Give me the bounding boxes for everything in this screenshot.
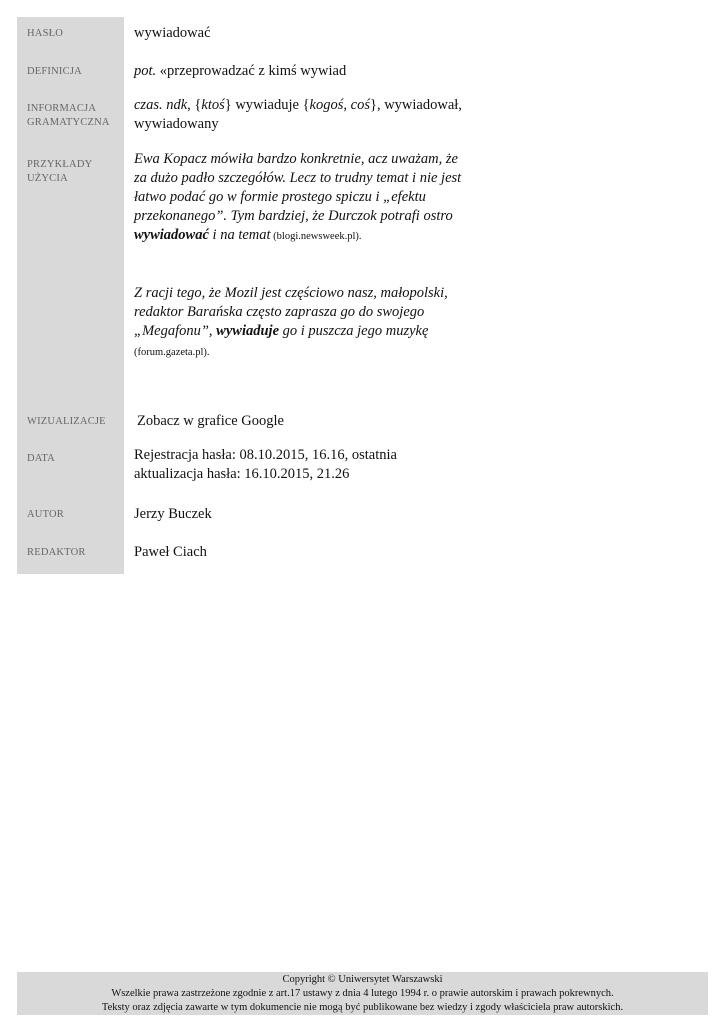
label-przyklady-line1: PRZYKŁADY xyxy=(27,159,93,170)
definition xyxy=(124,55,467,92)
footer-notice: Teksty oraz zdjęcia zawarte w tym dokumencie nie mogą być publikowane bez wiedzy i zgody właściciela praw autorskich. xyxy=(101,1002,624,1013)
definition-register: pot. xyxy=(134,63,157,79)
editor-name: Paweł Ciach xyxy=(134,544,207,560)
author-name: Jerzy Buczek xyxy=(134,506,212,522)
google-images-link[interactable]: Zobacz w grafice Google xyxy=(137,413,284,429)
dates xyxy=(124,442,467,498)
row-redaktor xyxy=(17,536,467,574)
copyright-footer xyxy=(17,972,708,1015)
example-source: (forum.gazeta.pl). xyxy=(134,347,210,358)
grammar-part: , { xyxy=(187,97,202,113)
example-source: (blogi.newsweek.pl). xyxy=(270,231,362,242)
label-autor: AUTOR xyxy=(17,498,124,536)
label-gramatyka-line1: INFORMACJA xyxy=(27,103,97,114)
usage-example-1 xyxy=(134,150,467,246)
example-text: i na temat xyxy=(208,227,271,243)
label-data: DATA xyxy=(17,442,124,498)
row-autor xyxy=(17,498,467,536)
grammar-object-thing: coś xyxy=(350,97,370,113)
footer-copyright: Copyright © Uniwersytet Warszawski xyxy=(282,974,443,985)
row-haslo xyxy=(17,17,467,55)
label-przyklady-line2: UŻYCIA xyxy=(27,173,68,185)
label-wizualizacje: WIZUALIZACJE xyxy=(17,405,124,442)
grammar-forms: }, wywiadował, wywiadowany xyxy=(134,97,462,132)
example-highlight: wywiaduje xyxy=(216,323,280,339)
footer-rights: Wszelkie prawa zastrzeżone zgodnie z art.17 ustawy z dnia 4 lutego 1994 r. o prawie autorskim i prawach pokrewnych. xyxy=(111,988,614,999)
grammar-part: , xyxy=(343,97,351,113)
row-przyklady xyxy=(17,148,467,405)
grammar-part: } wywiaduje { xyxy=(224,97,310,113)
label-haslo: HASŁO xyxy=(17,17,124,55)
example-text: Z racji tego, że Mozil jest częściowo nasz, małopolski, redaktor Barańska często zaprasza go do swojego „Megafonu”, xyxy=(134,285,448,339)
label-definicja: DEFINICJA xyxy=(17,55,124,92)
usage-examples xyxy=(124,148,467,405)
row-data xyxy=(17,442,467,498)
grammar-object-person: kogoś xyxy=(309,97,344,113)
definition-text: «przeprowadzać z kimś wywiad xyxy=(156,63,347,79)
label-przyklady xyxy=(17,148,124,405)
label-redaktor: REDAKTOR xyxy=(17,536,124,574)
row-wizualizacje xyxy=(17,405,467,442)
dictionary-entry xyxy=(17,17,467,574)
date-update: aktualizacja hasła: 16.10.2015, 21.26 xyxy=(134,466,350,482)
example-highlight: wywiadować xyxy=(134,227,209,243)
row-definicja xyxy=(17,55,467,92)
example-text: go i puszcza jego muzykę xyxy=(279,323,429,339)
visualization-cell xyxy=(124,405,467,442)
label-gramatyka-line2: GRAMATYCZNA xyxy=(27,117,110,129)
row-gramatyka xyxy=(17,92,467,148)
example-text: Ewa Kopacz mówiła bardzo konkretnie, acz uważam, że za dużo padło szczegółów. Lecz to trudny temat i nie jest łatwo podać go w formie prostego spiczu i „efektu przekonanego”. Tym bardziej, że Durczok potrafi ostro xyxy=(134,151,462,224)
usage-example-2 xyxy=(134,284,467,362)
label-gramatyka xyxy=(17,92,124,148)
grammar-info xyxy=(124,92,467,148)
date-registration: Rejestracja hasła: 08.10.2015, 16.16, ostatnia xyxy=(134,447,397,463)
grammar-subject: ktoś xyxy=(201,97,225,113)
grammar-pos: czas. ndk xyxy=(134,97,188,113)
headword: wywiadować xyxy=(134,25,211,41)
